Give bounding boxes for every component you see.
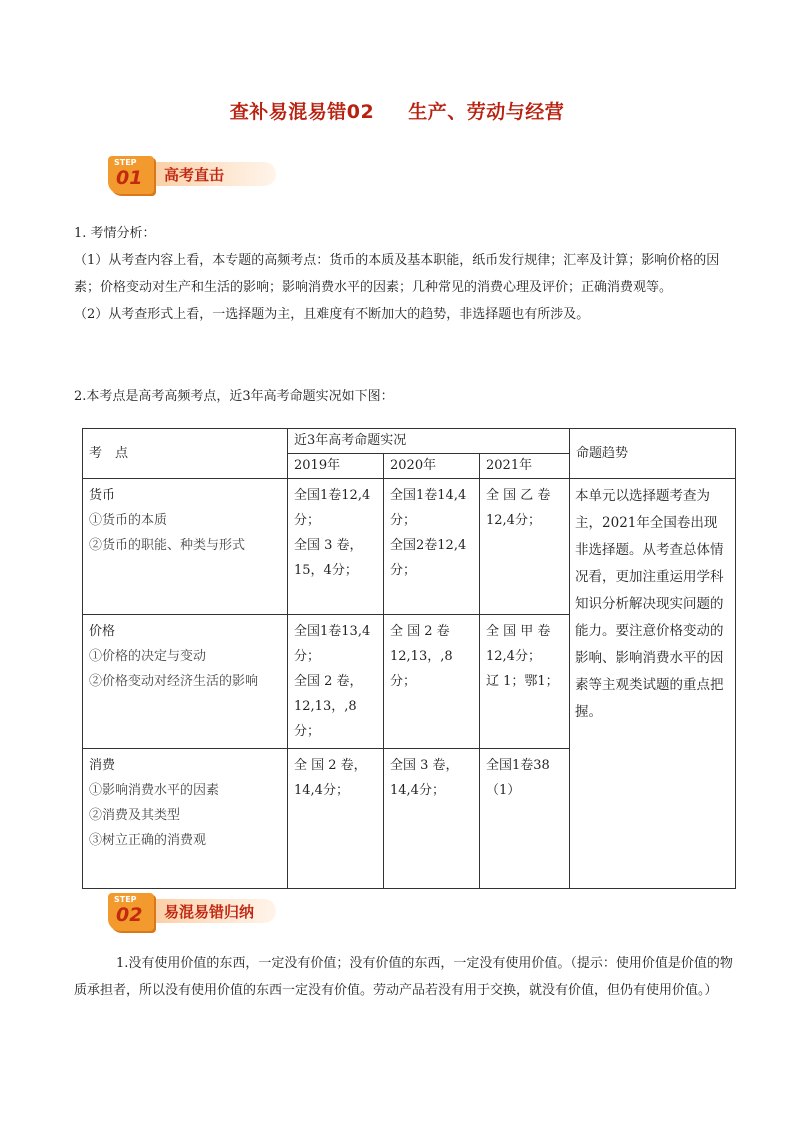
trend-cell: 本单元以选择题考查为主，2021年全国卷出现非选择题。从考查总体情况看，更加注重运用学科知识分析解决现实问题的能力。要注意价格变动的影响、影响消费水平的因素等主观类试题的重点把握。 xyxy=(570,479,736,889)
exam-entry: 全国 2 卷， xyxy=(294,674,363,689)
exam-entry: 全 国 2 卷， xyxy=(294,758,367,773)
exam-entry: 全 国 2 卷 xyxy=(390,624,450,639)
analysis-paragraph-2: （2）从考查形式上看，一选择题为主，且难度有不断加大的趋势，非选择题也有所涉及。 xyxy=(74,307,590,322)
year-2021-cell xyxy=(480,479,570,615)
step-word: STEP xyxy=(114,895,137,904)
exam-analysis xyxy=(74,220,734,328)
year-2019-cell xyxy=(288,479,384,615)
step-label: 易混易错归纳 xyxy=(164,903,255,921)
year-2020-cell xyxy=(384,479,480,615)
title-left: 查补易混易错02 xyxy=(229,101,375,123)
title-right: 生产、劳动与经营 xyxy=(408,101,565,123)
topic-sub: ②消费及其类型 xyxy=(89,808,181,823)
exam-entry: 全国2卷12,4 xyxy=(390,538,467,553)
exam-entry: 全国 3 卷， xyxy=(390,758,459,773)
table-row xyxy=(83,479,736,615)
exam-entry: 分； xyxy=(390,513,417,528)
exam-entry: 分； xyxy=(294,513,321,528)
exam-entry: 12,13，,8分； xyxy=(294,699,357,739)
topic-sub: ①货币的本质 xyxy=(89,513,168,528)
analysis-paragraph-1: （1）从考查内容上看，本专题的高频考点：货币的本质及基本职能，纸币发行规律；汇率及计算；影响价格的因素；价格变动对生产和生活的影响；影响消费水平的因素；几种常见的消费心理及评价；正确消费观等。 xyxy=(74,253,720,295)
topic-sub: ②货币的职能、种类与形式 xyxy=(89,538,246,553)
exam-entry: 分； xyxy=(390,563,417,578)
analysis-heading: 1. 考情分析： xyxy=(74,226,156,241)
topic-title: 消费 xyxy=(89,758,116,773)
step-word: STEP xyxy=(114,158,137,167)
exam-entry: 全国1卷12,4 xyxy=(294,488,371,503)
year-2020-cell xyxy=(384,749,480,889)
step-label: 高考直击 xyxy=(164,166,225,184)
exam-entry: 全国1卷14,4 xyxy=(390,488,467,503)
page-title xyxy=(0,97,794,124)
year-2020-cell xyxy=(384,615,480,749)
header-trend: 命题趋势 xyxy=(570,429,736,479)
exam-entry: 辽 1；鄂1； xyxy=(486,674,559,689)
exam-entry: 12,4分； xyxy=(486,649,541,664)
topic-cell xyxy=(83,749,288,889)
topic-sub: ②价格变动对经济生活的影响 xyxy=(89,674,259,689)
step-number: 01 xyxy=(116,167,143,189)
exam-entry: 全国1卷38 xyxy=(486,758,550,773)
year-2021-cell xyxy=(480,615,570,749)
topic-sub: ①价格的决定与变动 xyxy=(89,649,207,664)
table-intro: 2.本考点是高考高频考点，近3年高考命题实况如下图： xyxy=(74,389,394,404)
topic-cell xyxy=(83,479,288,615)
exam-entry: 12,4分； xyxy=(486,513,541,528)
year-2019-cell xyxy=(288,615,384,749)
header-year: 2021年 xyxy=(480,454,570,479)
topic-sub: ③树立正确的消费观 xyxy=(89,833,207,848)
year-2021-cell xyxy=(480,749,570,889)
exam-entry: （1） xyxy=(486,783,521,798)
exam-entry: 全国1卷13,4 xyxy=(294,624,371,639)
step-number-badge xyxy=(108,893,154,931)
exam-entry: 全 国 甲 卷 xyxy=(486,624,551,639)
topic-title: 货币 xyxy=(89,488,116,503)
exam-entry: 分； xyxy=(294,649,321,664)
exam-entry: 全 国 乙 卷 xyxy=(486,488,551,503)
exam-entry: 14,4分； xyxy=(294,783,349,798)
header-recent: 近3年高考命题实况 xyxy=(288,429,570,454)
topic-cell xyxy=(83,615,288,749)
exam-entry: 全国 3 卷， xyxy=(294,538,363,553)
exam-entry: 15，4分； xyxy=(294,563,358,578)
exam-entry: 12,13，,8分； xyxy=(390,649,453,689)
exam-table xyxy=(82,428,736,889)
table-header-row xyxy=(83,429,736,454)
topic-sub: ①影响消费水平的因素 xyxy=(89,783,220,798)
step-number-badge xyxy=(108,156,154,194)
confusion-tips xyxy=(74,950,734,1004)
header-year: 2019年 xyxy=(288,454,384,479)
tip-item: 1.没有使用价值的东西，一定没有价值；没有价值的东西，一定没有使用价值。（提示：使用价值是价值的物质承担者，所以没有使用价值的东西一定没有价值。劳动产品若没有用于交换，就没有价值，但仍有使用价值。） xyxy=(74,956,733,998)
step-number: 02 xyxy=(116,904,143,926)
header-year: 2020年 xyxy=(384,454,480,479)
topic-title: 价格 xyxy=(89,624,116,639)
exam-entry: 14,4分； xyxy=(390,783,445,798)
header-topic: 考 点 xyxy=(83,429,288,479)
year-2019-cell xyxy=(288,749,384,889)
